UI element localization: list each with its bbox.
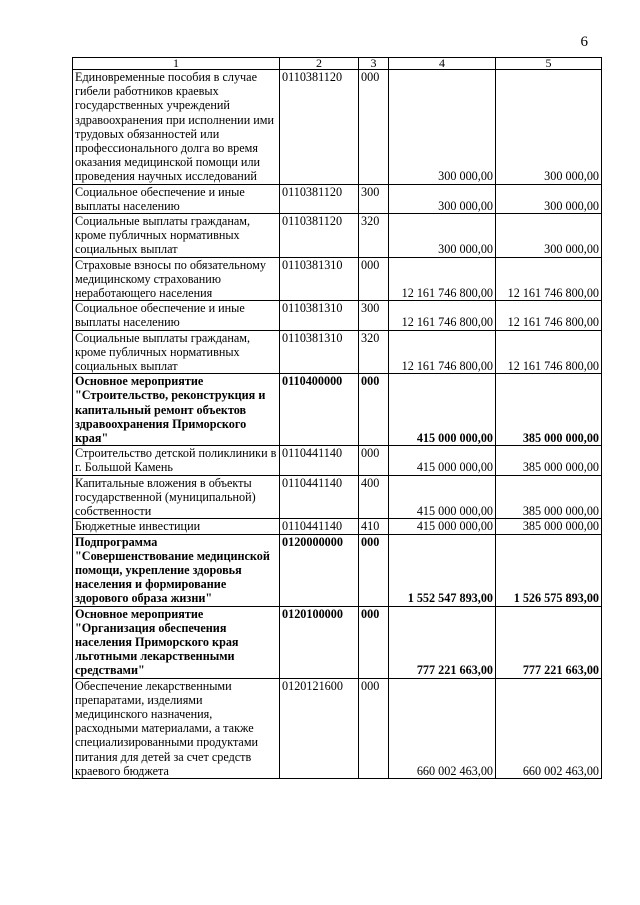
table-row: [73, 678, 602, 778]
row-value-2: 385 000 000,00: [496, 519, 602, 534]
row-value-1: 777 221 663,00: [389, 606, 496, 678]
row-value-1: 12 161 746 800,00: [389, 330, 496, 374]
row-name: Подпрограмма "Совершенствование медицинской помощи, укрепление здоровья населения и формирование здорового образа жизни": [73, 534, 280, 606]
row-type: 000: [359, 257, 389, 301]
row-type: 300: [359, 301, 389, 330]
table-row-summary: [73, 374, 602, 446]
row-code: 0120000000: [280, 534, 359, 606]
row-code: 0110381120: [280, 70, 359, 185]
table-row: [73, 446, 602, 475]
table-row: [73, 70, 602, 185]
row-name: Основное мероприятие "Строительство, реконструкция и капитальный ремонт объектов здравоохранения Приморского края": [73, 374, 280, 446]
row-type: 000: [359, 446, 389, 475]
row-name: Капитальные вложения в объекты государственной (муниципальной) собственности: [73, 475, 280, 519]
row-type: 000: [359, 534, 389, 606]
column-header-2: 2: [280, 58, 359, 70]
row-value-2: 12 161 746 800,00: [496, 330, 602, 374]
column-header-5: 5: [496, 58, 602, 70]
row-name: Страховые взносы по обязательному медицинскому страхованию неработающего населения: [73, 257, 280, 301]
row-code: 0110441140: [280, 475, 359, 519]
row-type: 320: [359, 330, 389, 374]
row-value-2: 777 221 663,00: [496, 606, 602, 678]
row-type: 400: [359, 475, 389, 519]
row-type: 410: [359, 519, 389, 534]
table-row: [73, 214, 602, 258]
row-value-1: 415 000 000,00: [389, 519, 496, 534]
row-code: 0120100000: [280, 606, 359, 678]
row-value-2: 12 161 746 800,00: [496, 257, 602, 301]
row-value-1: 300 000,00: [389, 184, 496, 213]
row-type: 000: [359, 678, 389, 778]
row-value-2: 385 000 000,00: [496, 374, 602, 446]
row-value-1: 1 552 547 893,00: [389, 534, 496, 606]
table-header-row: [73, 58, 602, 70]
column-header-3: 3: [359, 58, 389, 70]
budget-table: [72, 57, 602, 779]
row-value-1: 415 000 000,00: [389, 446, 496, 475]
row-value-1: 660 002 463,00: [389, 678, 496, 778]
row-value-2: 300 000,00: [496, 70, 602, 185]
row-code: 0110381120: [280, 214, 359, 258]
row-value-1: 12 161 746 800,00: [389, 301, 496, 330]
row-name: Обеспечение лекарственными препаратами, изделиями медицинского назначения, расходными материалами, а также специализированными продуктами питания для детей за счет средств краевого бюджета: [73, 678, 280, 778]
row-type: 000: [359, 70, 389, 185]
row-type: 300: [359, 184, 389, 213]
row-type: 000: [359, 374, 389, 446]
row-value-1: 415 000 000,00: [389, 475, 496, 519]
row-value-1: 12 161 746 800,00: [389, 257, 496, 301]
row-code: 0110441140: [280, 519, 359, 534]
row-value-1: 300 000,00: [389, 214, 496, 258]
table-row: [73, 330, 602, 374]
row-value-2: 300 000,00: [496, 184, 602, 213]
row-code: 0110441140: [280, 446, 359, 475]
row-value-2: 385 000 000,00: [496, 475, 602, 519]
row-value-2: 660 002 463,00: [496, 678, 602, 778]
table-row: [73, 519, 602, 534]
row-code: 0110400000: [280, 374, 359, 446]
row-name: Социальное обеспечение и иные выплаты населению: [73, 301, 280, 330]
row-code: 0110381120: [280, 184, 359, 213]
row-value-1: 300 000,00: [389, 70, 496, 185]
table-row: [73, 184, 602, 213]
row-value-1: 415 000 000,00: [389, 374, 496, 446]
table-row-summary: [73, 606, 602, 678]
row-value-2: 1 526 575 893,00: [496, 534, 602, 606]
column-header-1: 1: [73, 58, 280, 70]
row-type: 000: [359, 606, 389, 678]
table-row: [73, 301, 602, 330]
row-code: 0120121600: [280, 678, 359, 778]
row-name: Социальное обеспечение и иные выплаты населению: [73, 184, 280, 213]
row-name: Единовременные пособия в случае гибели работников краевых государственных учреждений здравоохранения при исполнении ими трудовых обязанностей или профессионального долга во время оказания медицинской помощи или проведения научных исследований: [73, 70, 280, 185]
column-header-4: 4: [389, 58, 496, 70]
row-value-2: 385 000 000,00: [496, 446, 602, 475]
row-type: 320: [359, 214, 389, 258]
row-name: Социальные выплаты гражданам, кроме публичных нормативных социальных выплат: [73, 214, 280, 258]
row-value-2: 300 000,00: [496, 214, 602, 258]
table-row: [73, 475, 602, 519]
row-code: 0110381310: [280, 301, 359, 330]
row-code: 0110381310: [280, 330, 359, 374]
table-row-summary: [73, 534, 602, 606]
table-row: [73, 257, 602, 301]
row-name: Бюджетные инвестиции: [73, 519, 280, 534]
row-name: Основное мероприятие "Организация обеспечения населения Приморского края льготными лекарственными средствами": [73, 606, 280, 678]
row-value-2: 12 161 746 800,00: [496, 301, 602, 330]
row-code: 0110381310: [280, 257, 359, 301]
page-number: 6: [580, 34, 588, 50]
row-name: Строительство детской поликлиники в г. Большой Камень: [73, 446, 280, 475]
row-name: Социальные выплаты гражданам, кроме публичных нормативных социальных выплат: [73, 330, 280, 374]
